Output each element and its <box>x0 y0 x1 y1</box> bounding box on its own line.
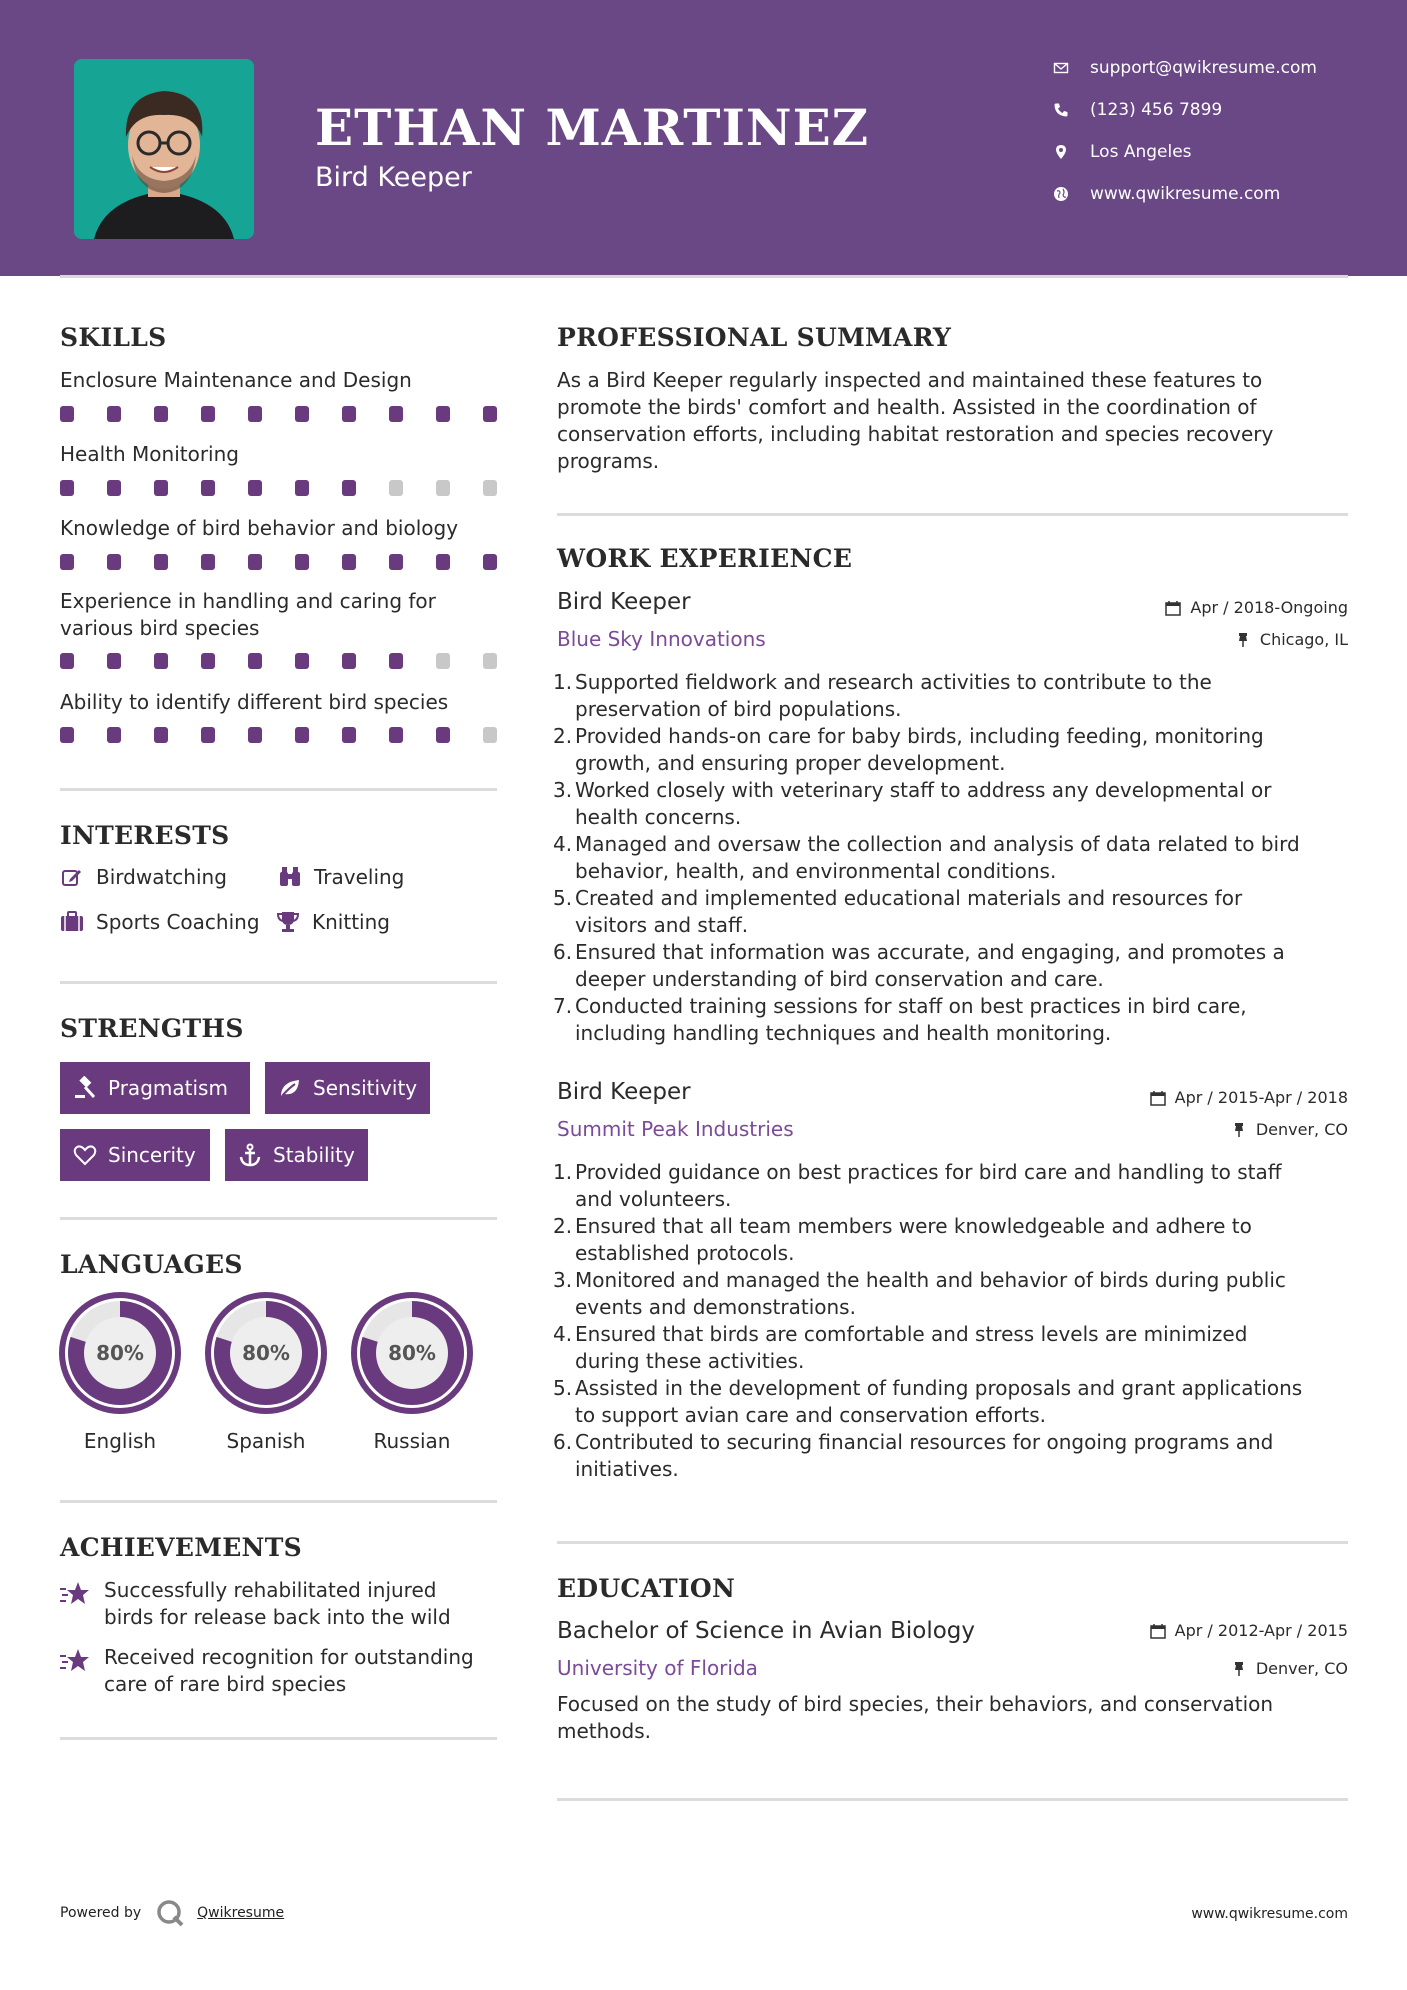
section-divider <box>60 1737 497 1740</box>
gavel-icon <box>72 1075 98 1101</box>
rating-dot-filled <box>107 554 121 570</box>
rating-dot-filled <box>389 554 403 570</box>
rating-dot-filled <box>248 727 262 743</box>
job-bullet <box>553 993 1347 1047</box>
pencil-square-icon <box>60 865 84 889</box>
heart-icon <box>72 1142 98 1168</box>
language-percent: 80% <box>388 1341 436 1365</box>
skill-label: Enclosure Maintenance and Design <box>60 368 412 392</box>
school-name: University of Florida <box>557 1656 758 1680</box>
bullet-line: Ensured that birds are comfortable and stress levels are minimized <box>575 1322 1248 1346</box>
rating-dot-filled <box>60 406 74 422</box>
summary-heading: PROFESSIONAL SUMMARY <box>557 323 952 352</box>
bullet-number: 2. <box>553 1214 573 1238</box>
rating-dot-filled <box>248 653 262 669</box>
education-date-text: Apr / 2012-Apr / 2015 <box>1174 1621 1348 1640</box>
rating-dot-filled <box>436 554 450 570</box>
bullet-line: Provided hands-on care for baby birds, including feeding, monitoring <box>575 724 1264 748</box>
bullet-line: Contributed to securing financial resources for ongoing programs and <box>575 1430 1274 1454</box>
strengths-heading: STRENGTHS <box>60 1014 244 1043</box>
bullet-line: events and demonstrations. <box>575 1295 856 1319</box>
bullet-line: to support avian care and conservation efforts. <box>575 1403 1046 1427</box>
job-location <box>1230 1120 1348 1139</box>
bullet-line: Monitored and managed the health and behavior of birds during public <box>575 1268 1286 1292</box>
bullet-number: 2. <box>553 724 573 748</box>
skill-label: Ability to identify different bird species <box>60 690 449 714</box>
header-divider <box>60 275 1348 278</box>
bullet-line: Managed and oversaw the collection and analysis of data related to bird <box>575 832 1300 856</box>
rating-dot-empty <box>389 480 403 496</box>
rating-dot-filled <box>436 406 450 422</box>
job-date <box>1164 598 1348 617</box>
strength-label: Sensitivity <box>313 1076 418 1100</box>
skill-rating <box>60 480 530 496</box>
rating-dot-filled <box>248 554 262 570</box>
rating-dot-filled <box>389 653 403 669</box>
achievement-line: birds for release back into the wild <box>104 1605 451 1629</box>
pushpin-icon <box>1234 631 1252 649</box>
profile-photo <box>74 59 254 239</box>
section-divider <box>557 1798 1348 1801</box>
bullet-line: visitors and staff. <box>575 913 749 937</box>
candidate-name: ETHAN MARTINEZ <box>315 98 870 157</box>
job-bullet <box>553 723 1347 777</box>
bullet-line: Supported fieldwork and research activities to contribute to the <box>575 670 1212 694</box>
calendar-icon <box>1149 1089 1167 1107</box>
rating-dot-empty <box>436 653 450 669</box>
summary-line: programs. <box>557 449 660 473</box>
skill-label: Knowledge of bird behavior and biology <box>60 516 459 540</box>
rating-dot-filled <box>154 554 168 570</box>
bullet-line: and volunteers. <box>575 1187 732 1211</box>
rating-dot-filled <box>295 653 309 669</box>
rating-dot-filled <box>389 727 403 743</box>
job-bullets <box>553 669 1347 1047</box>
bullet-number: 1. <box>553 1160 573 1184</box>
rating-dot-filled <box>342 727 356 743</box>
binoculars-icon <box>278 865 302 889</box>
pushpin-icon <box>1230 1121 1248 1139</box>
interest-label: Traveling <box>314 865 405 889</box>
rating-dot-filled <box>60 653 74 669</box>
interest-label: Birdwatching <box>96 865 227 889</box>
section-divider <box>557 513 1348 516</box>
achievement-line: Received recognition for outstanding <box>104 1645 474 1669</box>
summary-line: conservation efforts, including habitat restoration and species recovery <box>557 422 1274 446</box>
language-percent: 80% <box>96 1341 144 1365</box>
summary-line: As a Bird Keeper regularly inspected and maintained these features to <box>557 368 1263 392</box>
language-progress-ring <box>351 1292 473 1414</box>
map-pin-icon <box>1050 141 1072 163</box>
interest-item <box>276 910 390 934</box>
job-date-text: Apr / 2015-Apr / 2018 <box>1174 1088 1348 1107</box>
bullet-line: Assisted in the development of funding proposals and grant applications <box>575 1376 1303 1400</box>
rating-dot-filled <box>201 480 215 496</box>
job-location <box>1234 630 1348 649</box>
job-bullet <box>553 939 1347 993</box>
interest-label: Sports Coaching <box>96 910 260 934</box>
skill-rating <box>60 554 530 570</box>
bullet-number: 4. <box>553 832 573 856</box>
strength-badge <box>225 1129 368 1181</box>
rating-dot-filled <box>60 727 74 743</box>
envelope-icon <box>1050 57 1072 79</box>
job-bullet <box>553 1429 1347 1483</box>
resume-header <box>0 0 1407 276</box>
language-percent: 80% <box>242 1341 290 1365</box>
contact-phone-text: (123) 456 7899 <box>1090 100 1223 120</box>
education-heading: EDUCATION <box>557 1574 736 1603</box>
education-description-line: Focused on the study of bird species, their behaviors, and conservation <box>557 1692 1274 1716</box>
education-description-line: methods. <box>557 1719 652 1743</box>
bullet-line: Ensured that information was accurate, and engaging, and promotes a <box>575 940 1285 964</box>
job-bullet <box>553 1375 1347 1429</box>
language-name: Spanish <box>226 1429 306 1453</box>
company-name: Summit Peak Industries <box>557 1117 794 1141</box>
footer-url[interactable]: www.qwikresume.com <box>1191 1906 1348 1922</box>
job-bullet <box>553 1159 1347 1213</box>
strength-badge <box>60 1062 250 1114</box>
contact-email-text: support@qwikresume.com <box>1090 58 1317 78</box>
skill-rating <box>60 727 530 743</box>
language-progress-ring <box>205 1292 327 1414</box>
rating-dot-filled <box>154 653 168 669</box>
powered-by-text: Powered by <box>60 1905 142 1921</box>
bullet-line: Created and implemented educational materials and resources for <box>575 886 1243 910</box>
interest-item <box>60 865 227 889</box>
star-icon <box>59 1647 91 1675</box>
rating-dot-filled <box>154 480 168 496</box>
strength-label: Stability <box>273 1143 355 1167</box>
achievement-line: care of rare bird species <box>104 1672 347 1696</box>
trophy-icon <box>276 910 300 934</box>
bullet-line: preservation of bird populations. <box>575 697 902 721</box>
achievements-heading: ACHIEVEMENTS <box>60 1533 302 1562</box>
section-divider <box>60 1500 497 1503</box>
language-name: Russian <box>373 1429 451 1453</box>
bullet-line: behavior, health, and environmental conditions. <box>575 859 1057 883</box>
bullet-line: during these activities. <box>575 1349 805 1373</box>
rating-dot-filled <box>342 406 356 422</box>
job-location-text: Denver, CO <box>1255 1120 1348 1139</box>
contact-location <box>1050 141 1192 163</box>
bullet-number: 5. <box>553 886 573 910</box>
company-name: Blue Sky Innovations <box>557 627 766 651</box>
languages-heading: LANGUAGES <box>60 1250 243 1279</box>
bullet-line: health concerns. <box>575 805 742 829</box>
rating-dot-filled <box>248 406 262 422</box>
rating-dot-filled <box>295 554 309 570</box>
anchor-icon <box>237 1142 263 1168</box>
section-divider <box>60 788 497 791</box>
contact-website-text: www.qwikresume.com <box>1090 184 1281 204</box>
skills-heading: SKILLS <box>60 323 167 352</box>
rating-dot-filled <box>295 480 309 496</box>
rating-dot-filled <box>295 727 309 743</box>
rating-dot-filled <box>201 653 215 669</box>
bullet-number: 1. <box>553 670 573 694</box>
calendar-icon <box>1149 1622 1167 1640</box>
job-bullet <box>553 1321 1347 1375</box>
section-divider <box>60 1217 497 1220</box>
bullet-line: Provided guidance on best practices for bird care and handling to staff <box>575 1160 1282 1184</box>
rating-dot-empty <box>483 653 497 669</box>
bullet-number: 4. <box>553 1322 573 1346</box>
contact-email[interactable] <box>1050 57 1317 79</box>
footer-powered-by <box>60 1898 284 1928</box>
rating-dot-filled <box>201 406 215 422</box>
skill-label: Health Monitoring <box>60 442 239 466</box>
strength-badge <box>60 1129 210 1181</box>
skill-label-line: Experience in handling and caring for <box>60 589 436 613</box>
rating-dot-filled <box>154 727 168 743</box>
rating-dot-filled <box>107 480 121 496</box>
bullet-line: including handling techniques and health monitoring. <box>575 1021 1112 1045</box>
education-location-text: Denver, CO <box>1255 1659 1348 1678</box>
job-bullet <box>553 885 1347 939</box>
section-divider <box>60 981 497 984</box>
rating-dot-filled <box>201 727 215 743</box>
rating-dot-filled <box>342 653 356 669</box>
bullet-number: 3. <box>553 778 573 802</box>
phone-icon <box>1050 99 1072 121</box>
strength-label: Pragmatism <box>108 1076 228 1100</box>
bullet-line: growth, and ensuring proper development. <box>575 751 1006 775</box>
interest-label: Knitting <box>312 910 390 934</box>
bullet-line: Ensured that all team members were knowledgeable and adhere to <box>575 1214 1252 1238</box>
rating-dot-filled <box>389 406 403 422</box>
job-bullet <box>553 1213 1347 1267</box>
interests-heading: INTERESTS <box>60 821 230 850</box>
contact-website[interactable] <box>1050 183 1280 205</box>
rating-dot-filled <box>483 406 497 422</box>
bullet-line: Worked closely with veterinary staff to address any developmental or <box>575 778 1272 802</box>
briefcase-icon <box>60 910 84 934</box>
bullet-line: established protocols. <box>575 1241 795 1265</box>
skill-rating <box>60 406 530 422</box>
job-title: Bird Keeper <box>557 1079 691 1105</box>
interest-item <box>60 910 260 934</box>
section-divider <box>557 1541 1348 1544</box>
contact-location-text: Los Angeles <box>1090 142 1192 162</box>
bullet-line: initiatives. <box>575 1457 679 1481</box>
rating-dot-filled <box>107 727 121 743</box>
job-bullet <box>553 831 1347 885</box>
bullet-number: 6. <box>553 940 573 964</box>
job-location-text: Chicago, IL <box>1259 630 1348 649</box>
education-location <box>1230 1659 1348 1678</box>
contact-phone[interactable] <box>1050 99 1222 121</box>
education-date <box>1149 1621 1348 1640</box>
bullet-number: 3. <box>553 1268 573 1292</box>
qwikresume-link[interactable]: Qwikresume <box>197 1905 285 1921</box>
rating-dot-filled <box>107 406 121 422</box>
achievement-line: Successfully rehabilitated injured <box>104 1578 437 1602</box>
rating-dot-empty <box>436 480 450 496</box>
job-bullets <box>553 1159 1347 1483</box>
summary-line: promote the birds' comfort and health. Assisted in the coordination of <box>557 395 1257 419</box>
job-bullet <box>553 669 1347 723</box>
rating-dot-filled <box>107 653 121 669</box>
rating-dot-filled <box>154 406 168 422</box>
qwikresume-logo-icon <box>155 1898 185 1928</box>
job-date-text: Apr / 2018-Ongoing <box>1190 598 1348 617</box>
leaf-icon <box>277 1075 303 1101</box>
bullet-line: deeper understanding of bird conservation and care. <box>575 967 1104 991</box>
rating-dot-filled <box>342 554 356 570</box>
strength-label: Sincerity <box>108 1143 196 1167</box>
rating-dot-filled <box>483 554 497 570</box>
rating-dot-filled <box>60 554 74 570</box>
job-bullet <box>553 1267 1347 1321</box>
star-icon <box>59 1580 91 1608</box>
degree-title: Bachelor of Science in Avian Biology <box>557 1618 975 1644</box>
pushpin-icon <box>1230 1660 1248 1678</box>
rating-dot-filled <box>60 480 74 496</box>
rating-dot-empty <box>483 480 497 496</box>
job-bullet <box>553 777 1347 831</box>
bullet-number: 6. <box>553 1430 573 1454</box>
rating-dot-filled <box>342 480 356 496</box>
skill-rating <box>60 653 530 669</box>
bullet-number: 7. <box>553 994 573 1018</box>
language-progress-ring <box>59 1292 181 1414</box>
interest-item <box>278 865 404 889</box>
rating-dot-filled <box>248 480 262 496</box>
calendar-icon <box>1164 599 1182 617</box>
strength-badge <box>265 1062 430 1114</box>
globe-icon <box>1050 183 1072 205</box>
bullet-number: 5. <box>553 1376 573 1400</box>
rating-dot-filled <box>436 727 450 743</box>
job-title: Bird Keeper <box>557 589 691 615</box>
rating-dot-filled <box>295 406 309 422</box>
experience-heading: WORK EXPERIENCE <box>557 544 853 573</box>
rating-dot-empty <box>483 727 497 743</box>
job-date <box>1149 1088 1348 1107</box>
language-name: English <box>83 1429 157 1453</box>
rating-dot-filled <box>201 554 215 570</box>
bullet-line: Conducted training sessions for staff on best practices in bird care, <box>575 994 1247 1018</box>
candidate-title: Bird Keeper <box>315 162 472 193</box>
skill-label-line: various bird species <box>60 616 260 640</box>
